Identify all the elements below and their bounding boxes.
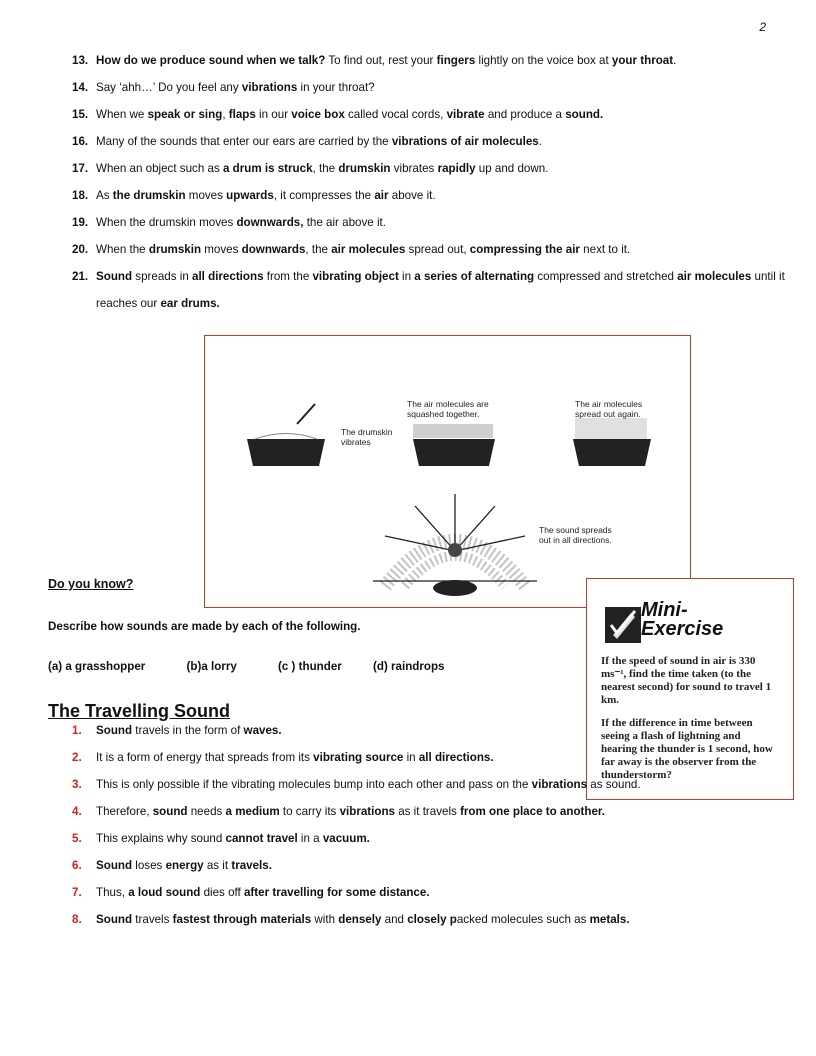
- list-item: [72, 182, 796, 209]
- bold-text: vibrating object: [312, 270, 399, 283]
- text: .: [673, 54, 677, 67]
- exercise-pencil-icon: [605, 607, 641, 643]
- list-item: [72, 101, 796, 128]
- text: in a: [297, 832, 323, 845]
- list-item: [72, 798, 796, 825]
- item-number: 2.: [72, 751, 82, 764]
- bold-text: all directions: [192, 270, 264, 283]
- label-spread-1: The air molecules: [575, 399, 643, 409]
- bold-text: Sound: [96, 859, 133, 872]
- item-number: 14.: [72, 81, 89, 94]
- drum-diagram: [205, 336, 690, 607]
- text: When the: [96, 243, 149, 256]
- text: .: [538, 135, 542, 148]
- bold-text: your throat: [611, 54, 674, 67]
- list-item: [72, 74, 796, 101]
- text: travels in the form of: [132, 724, 244, 737]
- bold-text: vibrations of air molecules: [391, 135, 539, 148]
- option-b: (b)a lorry: [186, 660, 237, 673]
- bold-text: fingers: [436, 54, 476, 67]
- text: with: [311, 913, 339, 926]
- item-number: 6.: [72, 859, 82, 872]
- bold-text: downwards,: [236, 216, 304, 229]
- text: compressed and stretched: [534, 270, 678, 283]
- item-number: 7.: [72, 886, 82, 899]
- text: from the: [263, 270, 313, 283]
- do-you-know-options: [48, 660, 445, 673]
- bold-text: air: [374, 189, 389, 202]
- bold-text: a medium: [225, 805, 280, 818]
- list-item: [72, 744, 796, 771]
- text: It is a form of energy that spreads from its: [96, 751, 314, 764]
- bold-text: vibrations: [531, 778, 588, 791]
- item-number: 4.: [72, 805, 82, 818]
- bold-text: a series of alternating: [414, 270, 535, 283]
- bold-text: Sound: [96, 270, 133, 283]
- list-item: [72, 128, 796, 155]
- list-item: [72, 906, 796, 933]
- text: dies off: [200, 886, 244, 899]
- item-number: 17.: [72, 162, 89, 175]
- bold-text: cannot travel: [225, 832, 298, 845]
- text: the air above it.: [303, 216, 386, 229]
- bold-text: closely p: [407, 913, 457, 926]
- bold-text: energy: [165, 859, 204, 872]
- bold-text: rapidly: [437, 162, 476, 175]
- text: and produce a: [484, 108, 566, 121]
- label-squashed-2: squashed together.: [407, 409, 480, 419]
- bold-text: vibrating source: [313, 751, 404, 764]
- mini-exercise-q1: If the speed of sound in air is 330 ms⁻¹, find the time taken (to the nearest second) for sound to travel 1 km.: [601, 655, 772, 706]
- item-number: 18.: [72, 189, 89, 202]
- text: called vocal cords,: [344, 108, 447, 121]
- bold-text: How do we produce sound when we talk?: [96, 54, 326, 67]
- item-number: 21.: [72, 270, 89, 283]
- list-item: [72, 825, 796, 852]
- bold-text: speak or sing: [147, 108, 223, 121]
- bold-text: vacuum.: [322, 832, 370, 845]
- mini-exercise-title: Mini- Exercise: [641, 599, 724, 640]
- label-drumskin-1: The drumskin: [341, 427, 393, 437]
- text: as it: [203, 859, 232, 872]
- text: As: [96, 189, 113, 202]
- bold-text: drumskin: [338, 162, 391, 175]
- bold-text: Sound: [96, 724, 133, 737]
- prompt-text: Describe how sounds are made by each of the following: [48, 620, 358, 633]
- sound-production-list: [72, 47, 796, 317]
- bold-text: voice box: [291, 108, 345, 121]
- prompt-period: .: [357, 620, 361, 633]
- list-item: [72, 47, 796, 74]
- text: in your throat?: [297, 81, 375, 94]
- text: next to it.: [579, 243, 631, 256]
- drum-sound-figure: [204, 335, 691, 608]
- label-drumskin-2: vibrates: [341, 437, 371, 447]
- text: This explains why sound: [96, 832, 226, 845]
- list-item: [72, 155, 796, 182]
- text: Many of the sounds that enter our ears are carried by the: [96, 135, 392, 148]
- text: This is only possible if the vibrating molecules bump into each other and pass on the: [96, 778, 532, 791]
- list-item: [72, 236, 796, 263]
- bold-text: after travelling for some distance.: [243, 886, 430, 899]
- bold-text: a drum is struck: [222, 162, 313, 175]
- item-number: 13.: [72, 54, 89, 67]
- list-item: [72, 717, 796, 744]
- bold-text: from one place to another.: [460, 805, 606, 818]
- text: to carry its: [279, 805, 340, 818]
- bold-text: downwards: [241, 243, 306, 256]
- bold-text: metals.: [589, 913, 630, 926]
- text: spread out,: [405, 243, 470, 256]
- item-number: 16.: [72, 135, 89, 148]
- list-item: [72, 852, 796, 879]
- text: up and down.: [475, 162, 549, 175]
- bold-text: air molecules: [331, 243, 406, 256]
- travelling-sound-heading: The Travelling Sound: [48, 701, 231, 721]
- bold-text: all directions.: [418, 751, 494, 764]
- text: as it travels: [394, 805, 461, 818]
- bold-text: vibrations: [339, 805, 395, 818]
- item-number: 5.: [72, 832, 82, 845]
- bold-text: a loud sound: [128, 886, 201, 899]
- text: To find out, rest your: [325, 54, 437, 67]
- text: loses: [132, 859, 166, 872]
- option-c: (c ) thunder: [278, 660, 342, 673]
- bold-text: flaps: [228, 108, 256, 121]
- list-item: [72, 879, 796, 906]
- label-all-1: The sound spreads: [539, 525, 612, 535]
- text: When an object such as: [96, 162, 223, 175]
- bold-text: Sound: [96, 913, 133, 926]
- text: Say ‘ahh…’ Do you feel any: [96, 81, 242, 94]
- text: vibrates: [390, 162, 438, 175]
- do-you-know-prompt: [48, 620, 360, 633]
- item-number: 8.: [72, 913, 82, 926]
- label-squashed-1: The air molecules are: [407, 399, 489, 409]
- list-item: [72, 263, 796, 317]
- bold-text: ear drums.: [160, 297, 220, 310]
- page-number: 2: [759, 20, 766, 34]
- bold-text: vibrate: [446, 108, 485, 121]
- text: When the drumskin moves: [96, 216, 237, 229]
- option-a: (a) a grasshopper: [48, 660, 146, 673]
- bold-text: upwards: [226, 189, 274, 202]
- do-you-know-heading: Do you know?: [48, 577, 134, 591]
- bold-text: sound: [152, 805, 188, 818]
- bold-text: vibrations: [241, 81, 298, 94]
- text: moves: [201, 243, 242, 256]
- travelling-sound-list: [72, 717, 796, 933]
- text: in our: [255, 108, 292, 121]
- bold-text: compressing the air: [469, 243, 580, 256]
- bold-text: the drumskin: [112, 189, 186, 202]
- item-number: 15.: [72, 108, 89, 121]
- text: ,: [222, 108, 229, 121]
- label-spread-2: spread out again.: [575, 409, 641, 419]
- text: Thus,: [96, 886, 129, 899]
- list-item: [72, 209, 796, 236]
- label-all-2: out in all directions.: [539, 535, 612, 545]
- text: spreads in: [132, 270, 192, 283]
- item-number: 19.: [72, 216, 89, 229]
- text: above it.: [388, 189, 436, 202]
- bold-text: fastest through materials: [172, 913, 312, 926]
- bold-text: drumskin: [148, 243, 202, 256]
- bold-text: travels.: [231, 859, 272, 872]
- text: travels: [132, 913, 173, 926]
- bold-text: air molecules: [677, 270, 752, 283]
- text: , the: [305, 243, 332, 256]
- text: as sound.: [587, 778, 641, 791]
- text: until it reaches our: [96, 270, 785, 310]
- text: Therefore,: [96, 805, 153, 818]
- text: acked molecules such as: [456, 913, 590, 926]
- drum-icon: [247, 439, 325, 466]
- bold-text: sound.: [565, 108, 604, 121]
- text: When we: [96, 108, 148, 121]
- text: and: [381, 913, 408, 926]
- bold-text: densely: [338, 913, 382, 926]
- bold-text: waves.: [243, 724, 282, 737]
- item-number: 20.: [72, 243, 89, 256]
- text: in: [398, 270, 415, 283]
- text: in: [403, 751, 419, 764]
- option-d: (d) raindrops: [373, 660, 445, 673]
- text: needs: [187, 805, 226, 818]
- text: moves: [185, 189, 227, 202]
- item-number: 3.: [72, 778, 82, 791]
- text: , the: [312, 162, 339, 175]
- list-item: [72, 771, 796, 798]
- mini-exercise-q2: If the difference in time between seeing a flash of lightning and hearing the thunder is 1 second, how far away is the observer from the thunderstorm?: [601, 717, 773, 781]
- text: , it compresses the: [273, 189, 375, 202]
- text: lightly on the voice box at: [475, 54, 612, 67]
- item-number: 1.: [72, 724, 82, 737]
